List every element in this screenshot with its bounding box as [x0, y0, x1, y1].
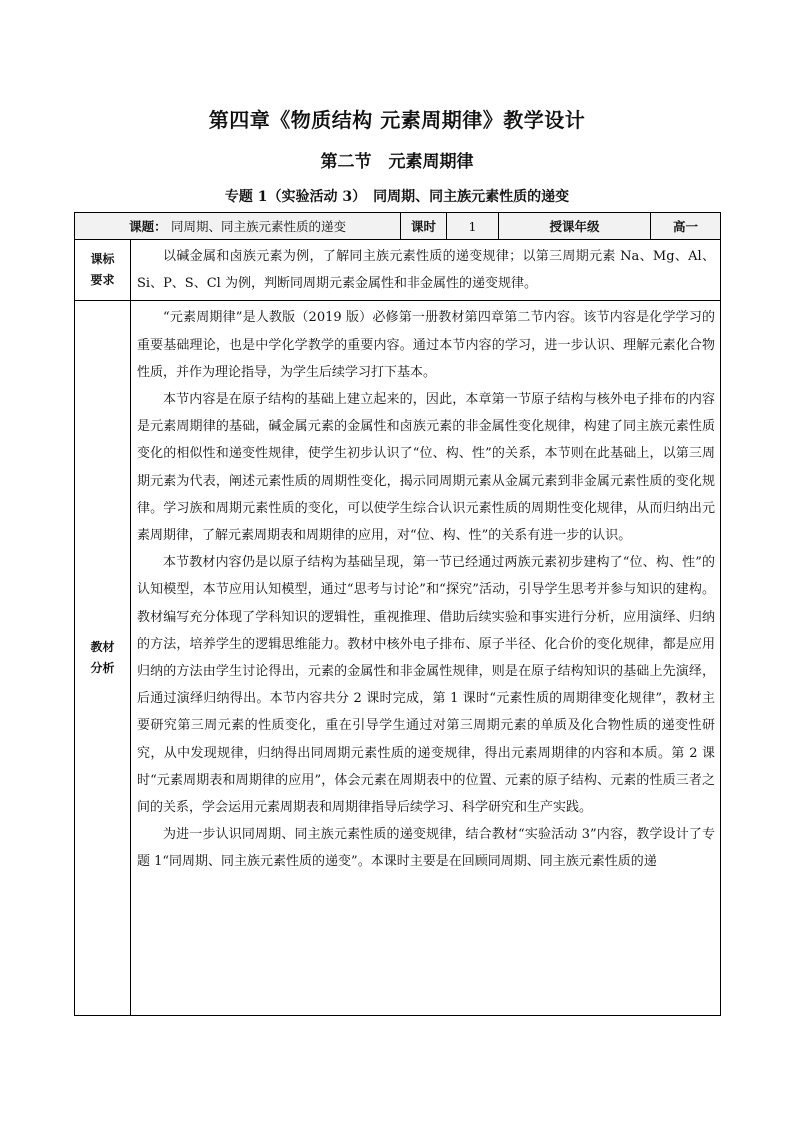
requirements-content — [131, 240, 721, 301]
section-title: 第二节 元素周期律 — [320, 152, 474, 172]
analysis-row — [75, 301, 721, 1016]
analysis-label-line1: 教材 — [90, 640, 115, 655]
lesson-plan-table — [74, 212, 721, 1016]
grade-label: 授课年级 — [499, 213, 651, 240]
chapter-title: 第四章《物质结构 元素周期律》教学设计 — [208, 108, 586, 132]
requirements-text: 以碱金属和卤族元素为例，了解同主族元素性质的递变规律；以第三周期元素 Na、Mg、Al、Si、P、S、Cl 为例，判断同周期元素金属性和非金属性的递变规律。 — [137, 249, 716, 292]
analysis-paragraph: “元素周期律”是人教版（2019 版）必修第一册教材第四章第二节内容。该节内容是化学学习的重要基础理论，也是中学化学教学的重要内容。通过本节内容的学习，进一步认识、理解元素化合物性质，并作为理论指导，为学生后续学习打下基本。 — [137, 310, 716, 380]
requirements-label-line2: 要求 — [90, 273, 115, 288]
topic-label: 课题： — [129, 219, 167, 234]
requirements-row — [75, 240, 721, 301]
analysis-label-line2: 分析 — [90, 661, 115, 676]
analysis-label — [75, 301, 131, 1016]
hours-label: 课时 — [401, 213, 447, 240]
analysis-paragraph: 本节教材内容仍是以原子结构为基础呈现，第一节已经通过两族元素初步建构了“位、构、性”的认知模型，本节应用认知模型，通过“思考与讨论”和“探究”活动，引导学生思考并参与知识的建构。教材编写充分体现了学科知识的逻辑性，重视推理、借助后续实验和事实进行分析，应用演绎、归纳的方法，培养学生的逻辑思维能力。教材中核外电子排布、原子半径、化合价的变化规律，都是应用归纳的方法由学生讨论得出，元素的金属性和非金属性规律，则是在原子结构知识的基础上先演绎，后通过演绎归纳得出。本节内容共分 2 课时完成，第 1 课时“元素性质的周期律变化规律”，教材主要研究第三周元素的性质变化，重在引导学生通过对第三周期元素的单质及化合物性质的递变性研究，从中发现规律，归纳得出同周期元素性质的递变规律，得出元素周期律的内容和本质。第 2 课时“元素周期表和周期律的应用”，体会元素在周期表中的位置、元素的原子结构、元素的性质三者之间的关系，学会运用元素周期表和周期律指导后续学习、科学研究和生产实践。 — [137, 555, 716, 816]
grade-value: 高一 — [651, 213, 721, 240]
requirements-label — [75, 240, 131, 301]
analysis-content — [131, 301, 721, 1016]
analysis-paragraph: 为进一步认识同周期、同主族元素性质的递变规律，结合教材“实验活动 3”内容，教学设计了专题 1“同周期、同主族元素性质的递变”。本课时主要是在回顾同周期、同主族元素性质的递 — [137, 827, 716, 870]
hours-value: 1 — [447, 213, 499, 240]
info-row — [75, 213, 721, 240]
topic-cell — [75, 213, 401, 240]
analysis-paragraph: 本节内容是在原子结构的基础上建立起来的，因此，本章第一节原子结构与核外电子排布的内容是元素周期律的基础，碱金属元素的金属性和卤族元素的非金属性变化规律，构建了同主族元素性质变化的相似性和递变性规律，使学生初步认识了“位、构、性”的关系，本节则在此基础上，以第三周期元素为代表，阐述元素性质的周期性变化，揭示同周期元素从金属元素到非金属元素性质的变化规律。学习族和周期元素性质的变化，可以使学生综合认识元素性质的周期性变化规律，从而归纳出元素周期律，了解元素周期表和周期律的应用，对“位、构、性”的关系有进一步的认识。 — [137, 392, 716, 544]
topic-value: 同周期、同主族元素性质的递变 — [170, 219, 346, 234]
topic-title: 专题 1（实验活动 3） 同周期、同主族元素性质的递变 — [224, 189, 570, 205]
requirements-label-line1: 课标 — [90, 252, 115, 267]
